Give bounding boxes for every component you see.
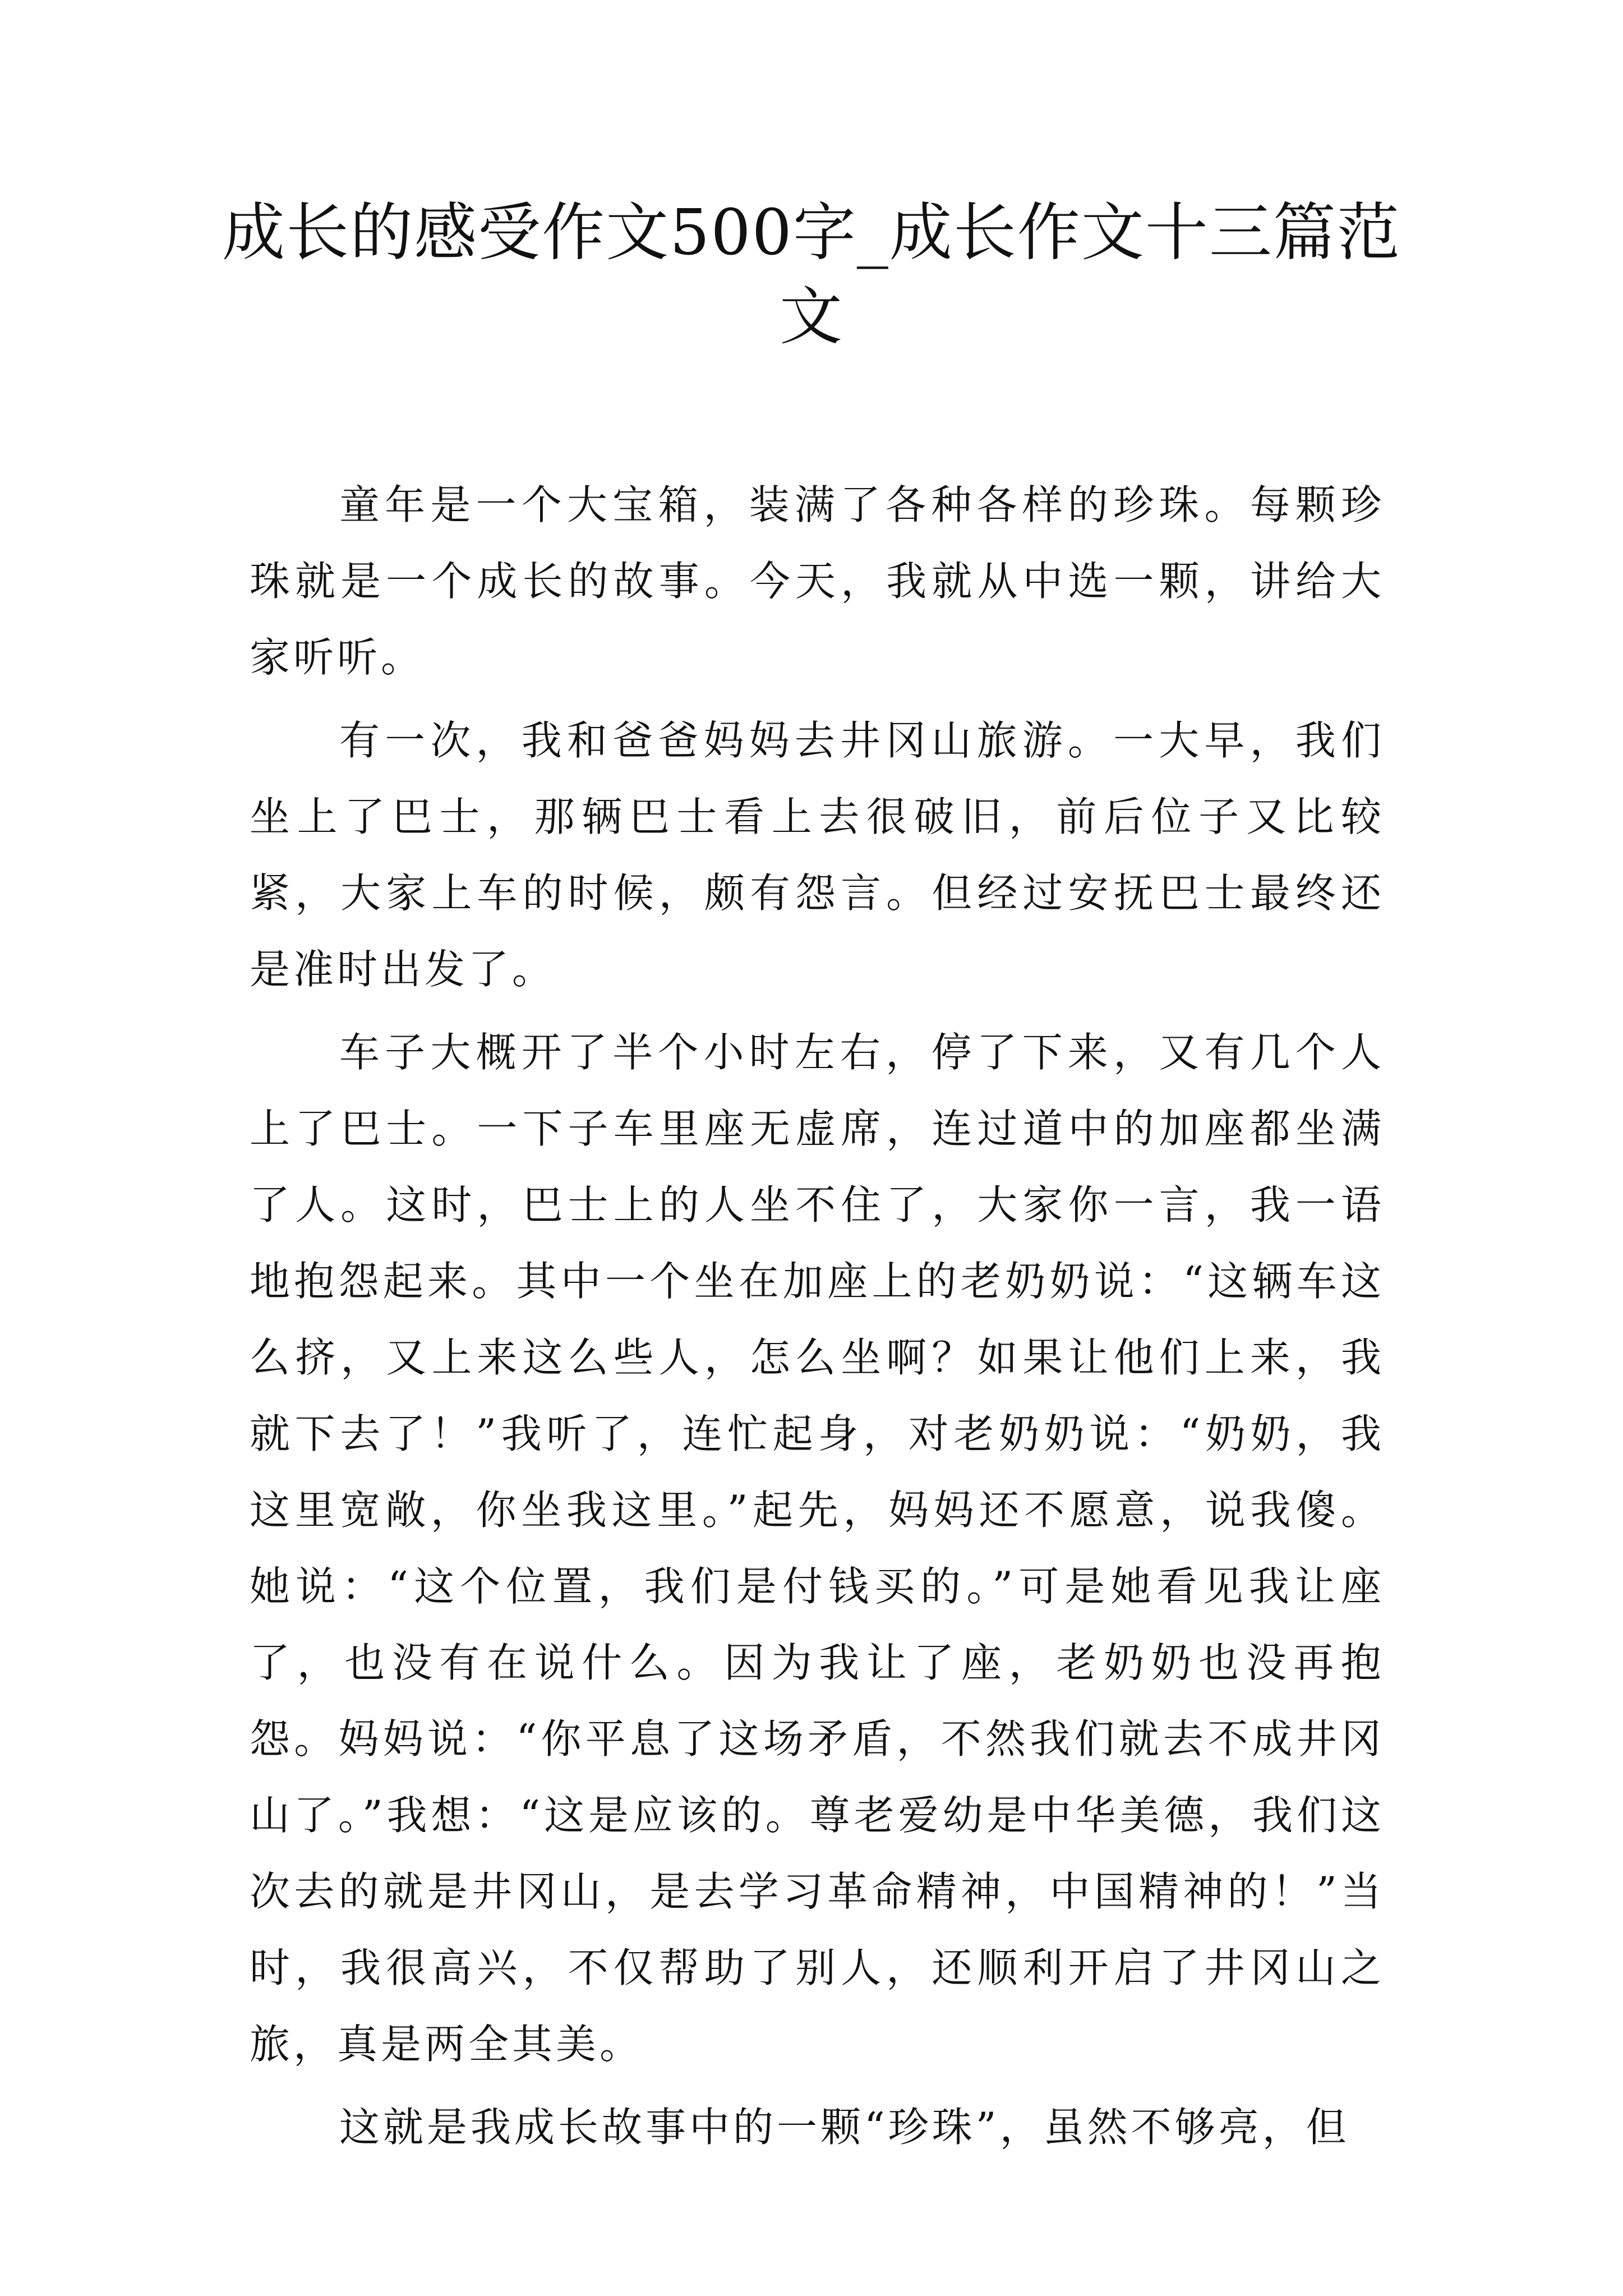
paragraph-2: 有一次，我和爸爸妈妈去井冈山旅游。一大早，我们坐上了巴士，那辆巴士看上去很破旧，前后位子又比较紧，大家上车的时候，颇有怨言。但经过安抚巴士最终还是准时出发了。 [250,717,1385,993]
paragraph-1: 童年是一个大宝箱，装满了各种各样的珍珠。每颗珍珠就是一个成长的故事。今天，我就从中选一颗，讲给大家听听。 [250,481,1385,681]
paragraph-3: 车子大概开了半个小时左右，停了下来，又有几个人上了巴士。一下子车里座无虚席，连过道中的加座都坐满了人。这时，巴士上的人坐不住了，大家你一言，我一语地抱怨起来。其中一个坐在加座上的老奶奶说：“这辆车这么挤，又上来这么些人，怎么坐啊？如果让他们上来，我就下去了！”我听了，连忙起身，对老奶奶说：“奶奶，我这里宽敞，你坐我这里。”起先，妈妈还不愿意，说我傻。她说：“这个位置，我们是付钱买的。”可是她看见我让座了，也没有在说什么。因为我让了座，老奶奶也没再抱怨。妈妈说：“你平息了这场矛盾，不然我们就去不成井冈山了。”我想：“这是应该的。尊老爱幼是中华美德，我们这次去的就是井冈山，是去学习革命精神，中国精神的！”当时，我很高兴，不仅帮助了别人，还顺利开启了井冈山之旅，真是两全其美。 [250,1029,1385,2068]
document-title: 成长的感受作文500字_成长作文十三篇范文 [222,196,1401,353]
paragraph-4: 这就是我成长故事中的一颗“珍珠”，虽然不够亮，但 [339,2104,1350,2151]
document-body [250,467,1385,2165]
